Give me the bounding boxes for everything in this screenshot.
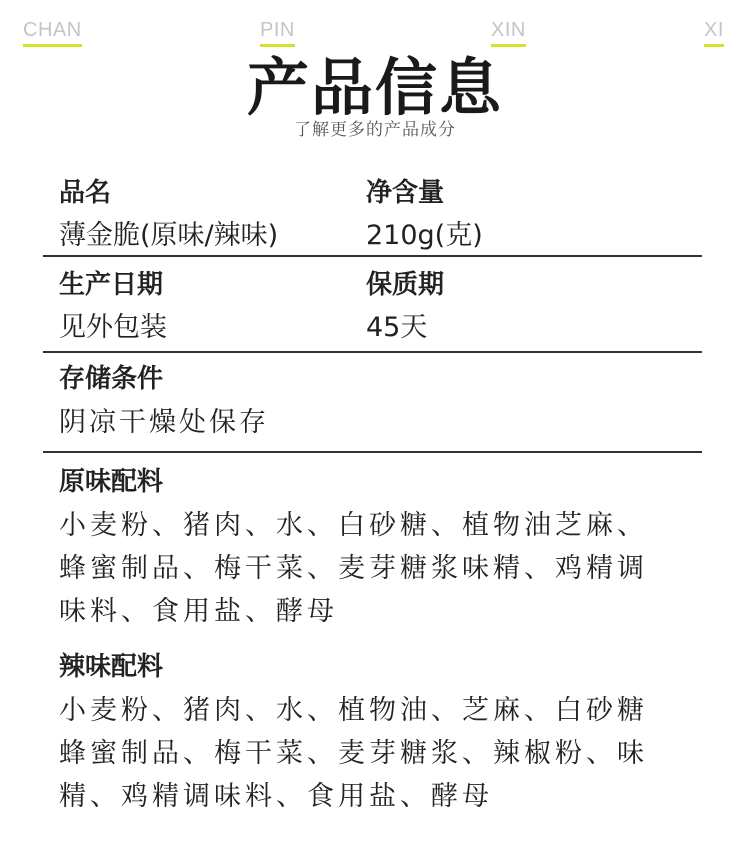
pinyin-xi: XI: [704, 18, 724, 47]
shelf-life-value: 45天: [366, 312, 428, 343]
net-content-value: 210g(克): [366, 220, 483, 251]
page-subtitle: 了解更多的产品成分: [294, 120, 456, 140]
ingredients-line: 蜂蜜制品、梅干菜、麦芽糖浆味精、鸡精调: [59, 553, 648, 584]
pinyin-pin: PIN: [260, 18, 295, 47]
storage-value: 阴凉干燥处保存: [59, 407, 269, 438]
original-ingredients-label: 原味配料: [59, 467, 164, 497]
divider: [43, 351, 702, 353]
pinyin-xin: XIN: [491, 18, 526, 47]
original-ingredients-text: [59, 504, 699, 633]
divider: [43, 451, 702, 453]
ingredients-line: 小麦粉、猪肉、水、白砂糖、植物油芝麻、: [59, 510, 648, 541]
production-date-label: 生产日期: [59, 270, 164, 300]
shelf-life-label: 保质期: [366, 270, 445, 300]
production-date-value: 见外包装: [59, 312, 167, 343]
pinyin-chan: CHAN: [23, 18, 82, 47]
ingredients-line: 精、鸡精调味料、食用盐、酵母: [59, 781, 493, 812]
spicy-ingredients-text: [59, 689, 699, 818]
divider: [43, 255, 702, 257]
ingredients-line: 小麦粉、猪肉、水、植物油、芝麻、白砂糖: [59, 695, 648, 726]
net-content-label: 净含量: [366, 178, 445, 208]
spicy-ingredients-label: 辣味配料: [59, 652, 164, 682]
name-label: 品名: [59, 178, 112, 208]
storage-label: 存储条件: [59, 364, 164, 394]
ingredients-line: 蜂蜜制品、梅干菜、麦芽糖浆、辣椒粉、味: [59, 738, 648, 769]
ingredients-line: 味料、食用盐、酵母: [59, 596, 338, 627]
name-value: 薄金脆(原味/辣味): [59, 220, 279, 251]
page-title: 产品信息: [246, 51, 503, 124]
